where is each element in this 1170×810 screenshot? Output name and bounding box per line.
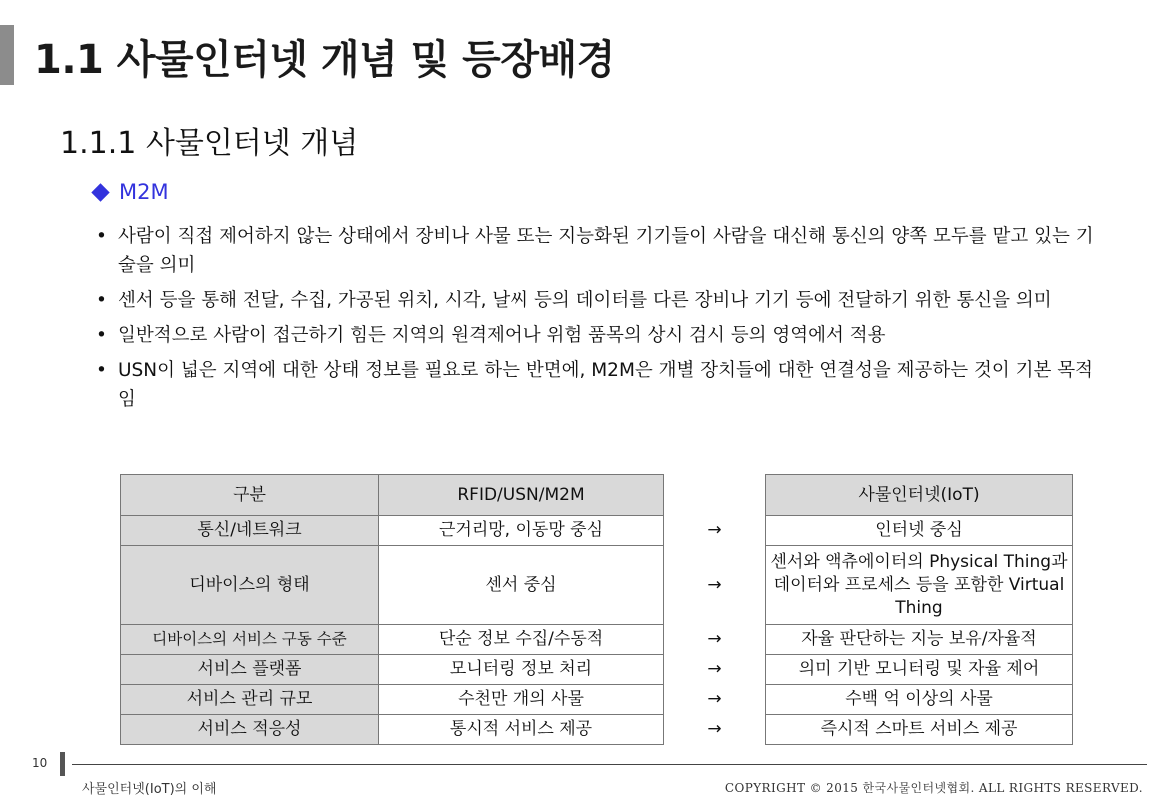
row-category: 통신/네트워크 bbox=[121, 516, 379, 546]
row-legacy-value: 근거리망, 이동망 중심 bbox=[379, 516, 664, 546]
table-row bbox=[121, 685, 1073, 715]
bullet-item: • 센서 등을 통해 전달, 수집, 가공된 위치, 시각, 날씨 등의 데이터를 다른 장비나 기기 등에 전달하기 위한 통신을 의미 bbox=[90, 286, 1105, 315]
arrow-icon: → bbox=[707, 520, 722, 540]
arrow-icon: → bbox=[707, 689, 722, 709]
row-category: 서비스 적응성 bbox=[121, 715, 379, 745]
arrow-icon: → bbox=[707, 574, 722, 595]
row-legacy-value: 통시적 서비스 제공 bbox=[379, 715, 664, 745]
footer-divider bbox=[72, 764, 1147, 765]
table-header-row bbox=[121, 475, 1073, 516]
section-heading-label: M2M bbox=[119, 180, 169, 204]
section-heading bbox=[90, 180, 169, 204]
comparison-table bbox=[120, 474, 1073, 745]
arrow-icon: → bbox=[707, 629, 722, 649]
row-iot-value: 센서와 액츄에이터의 Physical Thing과 데이터와 프로세스 등을 포함한 Virtual Thing bbox=[766, 546, 1073, 625]
title-accent-bar bbox=[0, 25, 14, 85]
table-row bbox=[121, 516, 1073, 546]
row-category: 디바이스의 서비스 구동 수준 bbox=[121, 625, 379, 655]
row-legacy-value: 센서 중심 bbox=[379, 546, 664, 625]
row-category: 서비스 플랫폼 bbox=[121, 655, 379, 685]
table-header-spacer bbox=[664, 475, 766, 516]
bullet-list bbox=[90, 222, 1105, 420]
table-row bbox=[121, 715, 1073, 745]
footer-course-title: 사물인터넷(IoT)의 이해 bbox=[82, 782, 217, 797]
table-header-legacy: RFID/USN/M2M bbox=[379, 475, 664, 516]
diamond-bullet-icon bbox=[91, 183, 109, 201]
bullet-item: • USN이 넓은 지역에 대한 상태 정보를 필요로 하는 반면에, M2M은 개별 장치들에 대한 연결성을 제공하는 것이 기본 목적 임 bbox=[90, 356, 1105, 414]
row-iot-value: 인터넷 중심 bbox=[766, 516, 1073, 546]
row-legacy-value: 모니터링 정보 처리 bbox=[379, 655, 664, 685]
bullet-item: • 사람이 직접 제어하지 않는 상태에서 장비나 사물 또는 지능화된 기기들이 사람을 대신해 통신의 양쪽 모두를 맡고 있는 기술을 의미 bbox=[90, 222, 1105, 280]
table-row bbox=[121, 546, 1073, 625]
bullet-item: • 일반적으로 사람이 접근하기 힘든 지역의 원격제어나 위험 품목의 상시 검시 등의 영역에서 적용 bbox=[90, 321, 1105, 350]
page-title: 1.1 사물인터넷 개념 및 등장배경 bbox=[34, 37, 615, 83]
row-iot-value: 자율 판단하는 지능 보유/자율적 bbox=[766, 625, 1073, 655]
row-iot-value: 의미 기반 모니터링 및 자율 제어 bbox=[766, 655, 1073, 685]
footer-marker bbox=[60, 752, 65, 776]
row-legacy-value: 단순 정보 수집/수동적 bbox=[379, 625, 664, 655]
section-subtitle: 1.1.1 사물인터넷 개념 bbox=[60, 126, 359, 161]
table-header-category: 구분 bbox=[121, 475, 379, 516]
table-header-iot: 사물인터넷(IoT) bbox=[766, 475, 1073, 516]
arrow-icon: → bbox=[707, 659, 722, 679]
arrow-icon: → bbox=[707, 719, 722, 739]
table-row bbox=[121, 655, 1073, 685]
row-legacy-value: 수천만 개의 사물 bbox=[379, 685, 664, 715]
table-row bbox=[121, 625, 1073, 655]
row-iot-value: 즉시적 스마트 서비스 제공 bbox=[766, 715, 1073, 745]
row-iot-value: 수백 억 이상의 사물 bbox=[766, 685, 1073, 715]
row-category: 디바이스의 형태 bbox=[121, 546, 379, 625]
page-number: 10 bbox=[32, 756, 48, 770]
footer-copyright: COPYRIGHT © 2015 한국사물인터넷협회. ALL RIGHTS RESERVED. bbox=[724, 781, 1143, 795]
row-category: 서비스 관리 규모 bbox=[121, 685, 379, 715]
